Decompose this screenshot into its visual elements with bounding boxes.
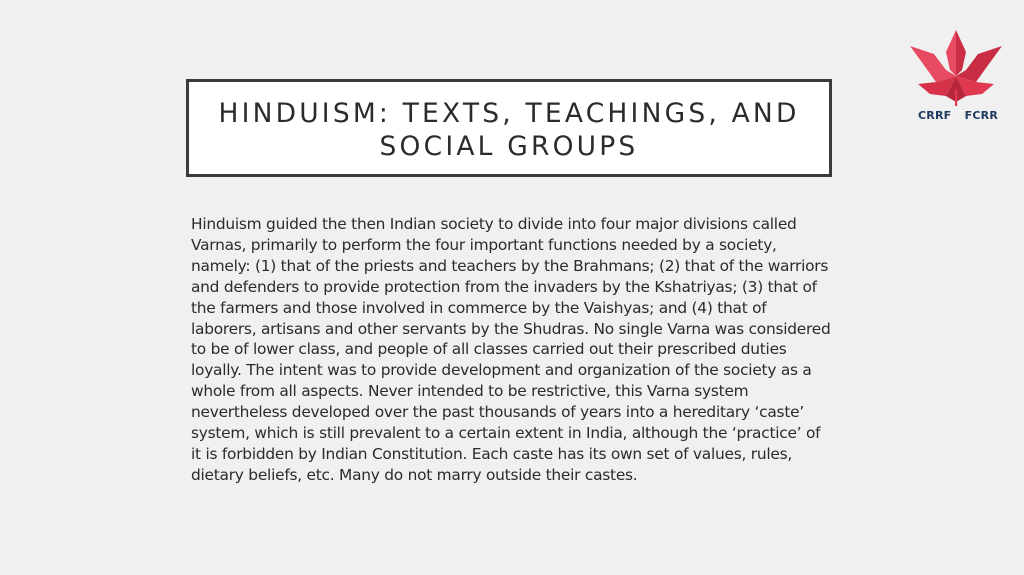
title-box	[186, 79, 832, 177]
logo-text-fcrr: FCRR	[964, 109, 998, 122]
crrf-logo	[906, 30, 1008, 122]
slide-title: HINDUISM: TEXTS, TEACHINGS, AND SOCIAL GROUPS	[218, 98, 800, 162]
logo-text-crrf: CRRF	[918, 109, 952, 122]
slide-body-text: Hinduism guided the then Indian society to divide into four major divisions called Varnas, primarily to perform the four important functions needed by a society, namely: (1) that of the priests and teachers by the Brahmans; (2) that of the warriors and defenders to provide protection from the invaders by the Kshatriyas; (3) that of the farmers and those involved in commerce by the Vaishyas; and (4) that of laborers, artisans and other servants by the Shudras. No single Varna was considered to be of lower class, and people of all classes carried out their prescribed duties loyally. The intent was to provide development and organization of the society as a whole from all aspects. Never intended to be restrictive, this Varna system nevertheless developed over the past thousands of years into a hereditary ‘caste’ system, which is still prevalent to a certain extent in India, although the ‘practice’ of it is forbidden by Indian Constitution. Each caste has its own set of values, rules, dietary beliefs, etc. Many do not marry outside their castes.	[191, 215, 831, 484]
